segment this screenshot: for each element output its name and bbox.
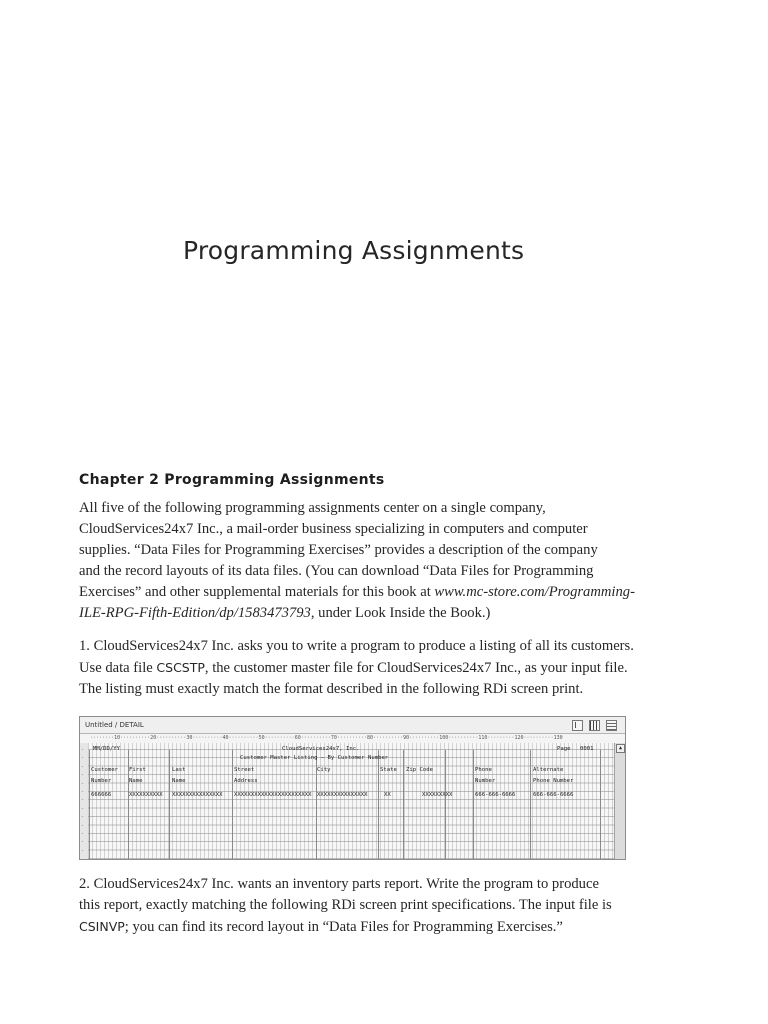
download-link[interactable]: www.mc-store.com/Programming- [434,584,635,600]
rdi-screen-print [79,716,626,860]
report-company: CloudServices24x7, Inc. [282,746,360,752]
download-link-continued[interactable]: ILE-RPG-Fifth-Edition/dp/1583473793 [79,605,311,621]
assignment-line [79,916,639,938]
rdi-column-headings-2 [80,777,613,785]
intro-line: All five of the following programming assignments center on a single company, [79,500,546,516]
assignment-line: 1. CloudServices24x7 Inc. asks you to write a program to produce a listing of all its customers. [79,638,634,654]
heading-state: State [380,767,397,773]
report-title: Customer Master Listing – By Customer Number [240,755,389,761]
rows-view-icon[interactable] [606,720,617,731]
heading-phone: Phone [475,767,492,773]
heading-street: Street [234,767,255,773]
field-city: XXXXXXXXXXXXXXX [317,792,368,798]
assignment-line [79,657,639,679]
rdi-header-row-1 [80,745,613,753]
heading-last: Last [172,767,186,773]
text-cursor-icon[interactable] [572,720,583,731]
intro-line: CloudServices24x7 Inc., a mail-order business specializing in computers and computer [79,521,588,537]
assignment-text: ; you can find its record layout in “Data Files for Programming Exercises.” [124,919,563,935]
heading-city: City [317,767,331,773]
intro-line: supplies. “Data Files for Programming Exercises” provides a description of the company [79,542,598,558]
intro-paragraph [79,498,639,624]
field-customer-number: 666666 [91,792,112,798]
heading-phone-number: Number [475,778,496,784]
field-street-address: XXXXXXXXXXXXXXXXXXXXXXX [234,792,312,798]
rdi-title-bar [80,717,625,734]
heading-zip: Zip Code [406,767,433,773]
rdi-ruler: ········10··········20··········30··········40··········50··········60··········70··········80··········90··········100··········110·········120··········130 [80,734,625,744]
heading-first: First [129,767,146,773]
assignment-1-paragraph [79,636,639,700]
intro-text: , under Look Inside the Book.) [310,605,491,621]
file-name: CSCSTP [156,660,205,675]
page-label: Page [557,746,571,752]
rdi-line-markers: - - - - - - - - - - - - - [81,747,85,854]
intro-line [79,603,639,624]
field-zip-code: XXXXXXXXX [422,792,453,798]
assignment-text: Use data file [79,660,157,676]
intro-text: Exercises” and other supplemental materials for this book at [79,584,435,600]
heading-customer: Customer [91,767,118,773]
assignment-2-paragraph [79,874,639,938]
rdi-detail-row [80,791,613,799]
heading-alternate: Alternate [533,767,564,773]
heading-last-name: Name [172,778,186,784]
report-date: MM/DD/YY [93,746,120,752]
heading-alt-phone-number: Phone Number [533,778,574,784]
file-name: CSINVP [79,919,125,934]
heading-address: Address [234,778,258,784]
page-title: Programming Assignments [183,236,525,265]
intro-line [79,582,639,603]
columns-view-icon[interactable] [589,720,600,731]
rdi-scrollbar[interactable] [614,743,625,859]
rdi-toolbar [572,720,617,731]
field-alt-phone: 666-666-6666 [533,792,574,798]
assignment-line: this report, exactly matching the following RDi screen print specifications. The input file is [79,897,612,913]
heading-first-name: Name [129,778,143,784]
rdi-column-headings-1 [80,766,613,774]
heading-number: Number [91,778,112,784]
field-first-name: XXXXXXXXXX [129,792,163,798]
field-phone: 666-666-6666 [475,792,516,798]
rdi-tab-title: Untitled / DETAIL [85,721,144,729]
section-heading: Chapter 2 Programming Assignments [79,472,385,488]
assignment-line: The listing must exactly match the format described in the following RDi screen print. [79,681,584,697]
page-number: 0001 [580,746,594,752]
assignment-line: 2. CloudServices24x7 Inc. wants an inventory parts report. Write the program to produce [79,876,599,892]
assignment-text: , the customer master file for CloudServices24x7 Inc., as your input file. [204,660,628,676]
field-state: XX [384,792,391,798]
field-last-name: XXXXXXXXXXXXXXX [172,792,223,798]
intro-line: and the record layouts of its data files. (You can download “Data Files for Programming [79,563,594,579]
scroll-up-arrow-icon[interactable]: ▲ [616,744,625,753]
rdi-header-row-2 [80,754,613,762]
